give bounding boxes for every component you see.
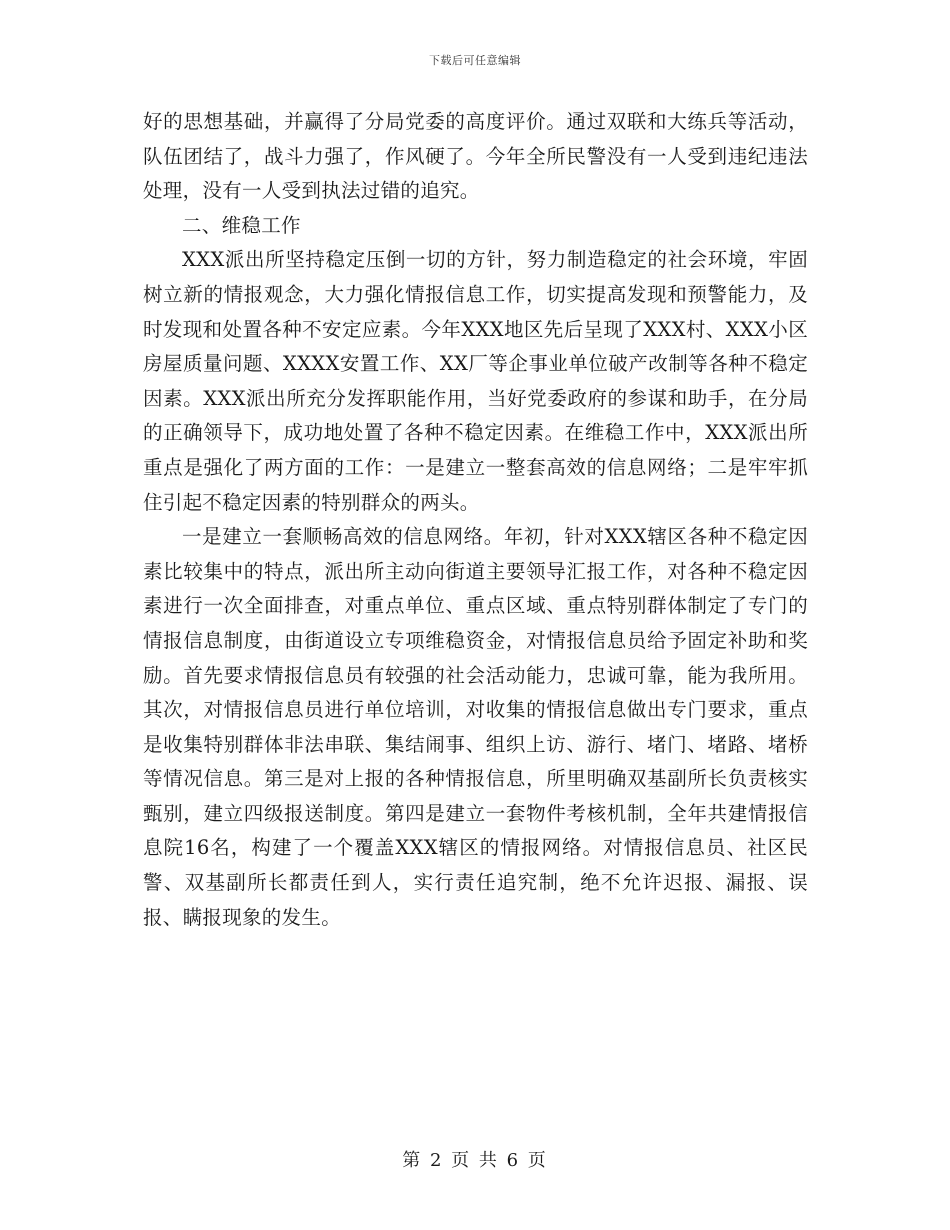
document-body	[143, 105, 808, 935]
section-heading-stability: 二、维稳工作	[182, 213, 301, 237]
page-number-footer: 第 2 页 共 6 页	[402, 1150, 548, 1171]
paragraph-continued: 好的思想基础，并赢得了分局党委的高度评价。通过双联和大练兵等活动，队伍团结了，战斗力强了，作风硬了。今年全所民警没有一人受到违纪违法处理，没有一人受到执法过错的追究。	[143, 110, 808, 203]
paragraph-stability-overview: XXX派出所坚持稳定压倒一切的方针，努力制造稳定的社会环境，牢固树立新的情报观念，大力强化情报信息工作，切实提高发现和预警能力，及时发现和处置各种不安定应素。今年XXX地区先后呈现了XXX村、XXX小区房屋质量问题、XXXX安置工作、XX厂等企事业单位破产改制等各种不稳定因素。XXX派出所充分发挥职能作用，当好党委政府的参谋和助手，在分局的正确领导下，成功地处置了各种不稳定因素。在维稳工作中，XXX派出所重点是强化了两方面的工作：一是建立一整套高效的信息网络；二是牢牢抓住引起不稳定因素的特别群众的两头。	[143, 248, 808, 514]
header-note: 下载后可任意编辑	[429, 54, 521, 67]
paragraph-information-network: 一是建立一套顺畅高效的信息网络。年初，针对XXX辖区各种不稳定因素比较集中的特点，派出所主动向街道主要领导汇报工作，对各种不稳定因素进行一次全面排查，对重点单位、重点区域、重点特别群体制定了专门的情报信息制度，由街道设立专项维稳资金，对情报信息员给予固定补助和奖励。首先要求情报信息员有较强的社会活动能力，忠诚可靠，能为我所用。其次，对情报信息员进行单位培训，对收集的情报信息做出专门要求，重点是收集特别群体非法串联、集结闹事、组织上访、游行、堵门、堵路、堵桥等情况信息。第三是对上报的各种情报信息，所里明确双基副所长负责核实甄别，建立四级报送制度。第四是建立一套物件考核机制，全年共建情报信息院16名，构建了一个覆盖XXX辖区的情报网络。对情报信息员、社区民警、双基副所长都责任到人，实行责任追究制，绝不允许迟报、漏报、误报、瞒报现象的发生。	[143, 525, 808, 929]
